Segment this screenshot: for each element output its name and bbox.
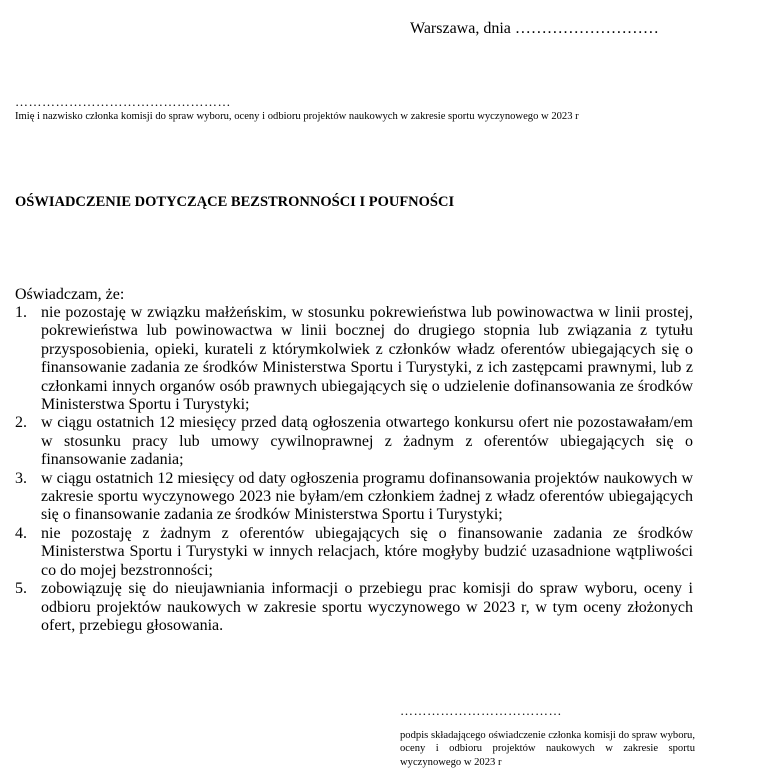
item-text: nie pozostaję z żadnym z oferentów ubiegających się o finansowanie zadania ze środków Ministerstwa Sportu i Turystyki w innych relacjach, które mogłyby budzić uzasadnione wątpliwości co do mojej bezstronności; [41,524,693,579]
item-text: w ciągu ostatnich 12 miesięcy od daty ogłoszenia programu dofinansowania projektów naukowych w zakresie sportu wyczynowego 2023 nie byłam/em członkiem żadnej z władz oferentów ubiegających się o finansowanie zadania ze środków Ministerstwa Sportu i Turystyki; [41,469,693,524]
document-title: OŚWIADCZENIE DOTYCZĄCE BEZSTRONNOŚCI I POUFNOŚCI [15,194,455,210]
name-caption: Imię i nazwisko członka komisji do spraw wyboru, oceny i odbioru projektów naukowych w zakresie sportu wyczynowego w 2023 r [15,111,579,122]
list-item [15,414,693,469]
item-number: 5. [15,580,27,598]
list-item [15,525,693,580]
name-placeholder-dots: ………………………………………… [15,94,231,109]
place-date-line: Warszawa, dnia ……………………… [410,20,659,37]
item-number: 2. [15,414,27,432]
item-text: nie pozostaję w związku małżeńskim, w stosunku pokrewieństwa lub powinowactwa w linii prostej, pokrewieństwa lub powinowactwa w linii bocznej do drugiego stopnia lub związania z tytułu przysposobienia, opieki, kurateli z którymkolwiek z członków władz oferentów ubiegających się o finansowanie zadania ze środków Ministerstwa Sportu i Turystyki, z ich zastępcami prawnymi, lub z członkami innych organów osób prawnych ubiegających się o udzielenie dofinansowania ze środków Ministerstwa Sportu i Turystyki; [41,304,693,414]
item-number: 3. [15,469,27,487]
signature-caption: podpis składającego oświadczenie członka komisji do spraw wyboru, oceny i odbioru projektów naukowych w zakresie sportu wyczynowego w 2023 r [400,730,695,768]
item-number: 1. [15,304,27,321]
item-number: 4. [15,524,27,542]
list-item [15,304,693,414]
list-item [15,580,693,635]
declaration-intro: Oświadczam, że: [15,286,125,303]
item-text: w ciągu ostatnich 12 miesięcy przed datą ogłoszenia otwartego konkursu ofert nie pozostawałam/em w stosunku pracy lub umowy cywilnoprawnej z żadnym z oferentów ubiegających się o finansowanie zadania; [41,414,693,469]
item-text: zobowiązuję się do nieujawniania informacji o przebiegu prac komisji do spraw wyboru, oceny i odbioru projektów naukowych w zakresie sportu wyczynowego w 2023 r, w tym oceny złożonych ofert, przebiegu głosowania. [41,580,693,634]
signature-dots: ……………………………… [400,703,562,718]
list-item [15,470,693,525]
declaration-list [15,304,693,635]
